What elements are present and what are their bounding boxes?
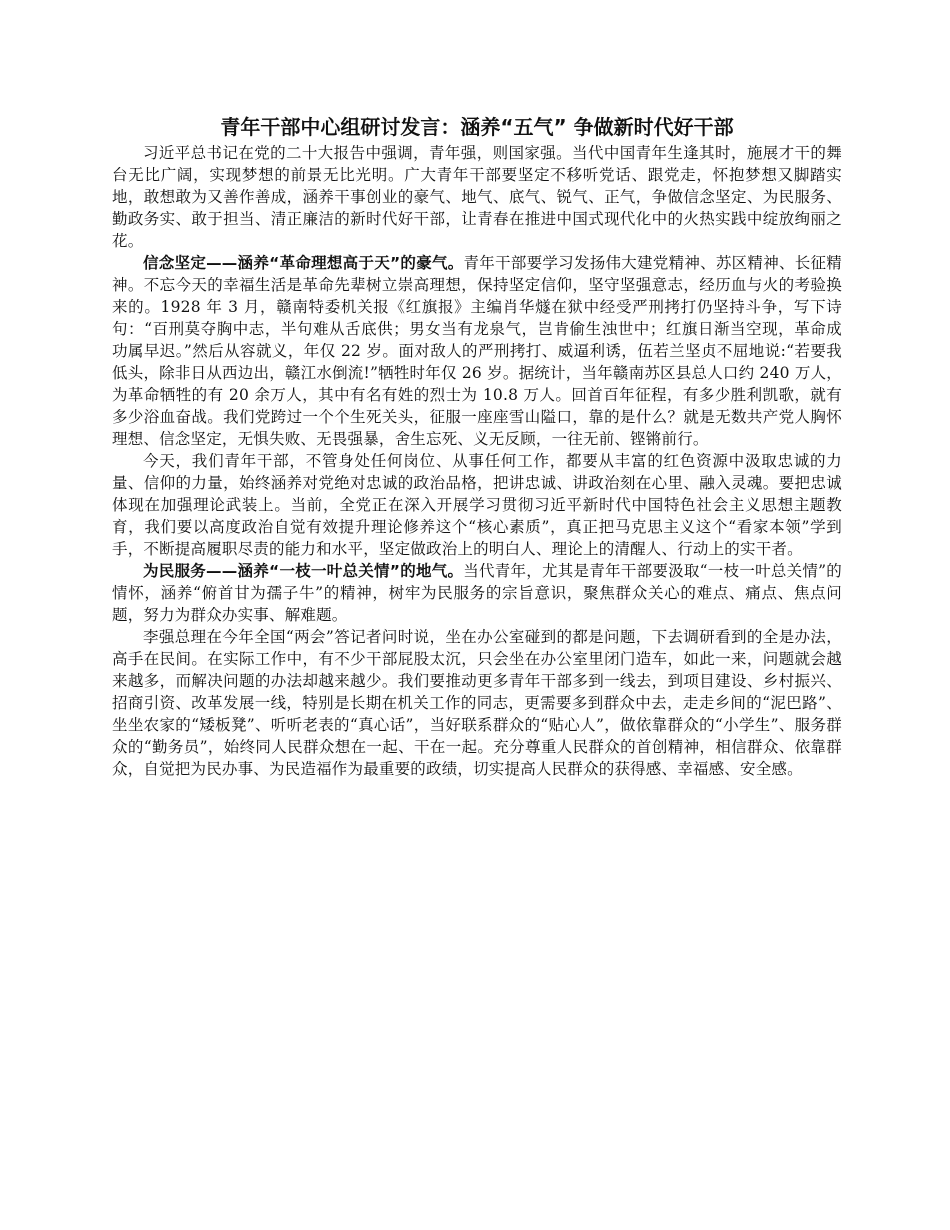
paragraph-faith [112,252,842,450]
paragraph-intro [112,142,842,252]
paragraph-service [112,560,842,626]
paragraph-today [112,450,842,560]
document-page [112,112,842,780]
paragraph-lead: 为民服务——涵养“一枝一叶总关情”的地气。 [143,562,464,580]
paragraph-premier [112,626,842,780]
paragraph-text: 当代青年，尤其是青年干部要汲取“一枝一叶总关情”的情怀，涵养“俯首甘为孺子牛”的精神，树牢为民服务的宗旨意识，聚焦群众关心的难点、痛点、焦点问题，努力为群众办实事、解难题。 [112,562,842,624]
document-title: 青年干部中心组研讨发言：涵养“五气” 争做新时代好干部 [220,115,734,139]
paragraph-text: 李强总理在今年全国“两会”答记者问时说，坐在办公室碰到的都是问题，下去调研看到的全是办法，高手在民间。在实际工作中，有不少干部屁股太沉，只会坐在办公室里闭门造车，如此一来，问题就会越来越多，而解决问题的办法却越来越少。我们要推动更多青年干部多到一线去，到项目建设、乡村振兴、招商引资、改革发展一线，特别是长期在机关工作的同志，更需要多到群众中去，走走乡间的“泥巴路”、坐坐农家的“矮板凳”、听听老表的“真心话”，当好联系群众的“贴心人”，做依靠群众的“小学生”、服务群众的“勤务员”，始终同人民群众想在一起、干在一起。充分尊重人民群众的首创精神，相信群众、依靠群众，自觉把为民办事、为民造福作为最重要的政绩，切实提高人民群众的获得感、幸福感、安全感。 [112,628,842,778]
paragraph-text: 青年干部要学习发扬伟大建党精神、苏区精神、长征精神。不忘今天的幸福生活是革命先辈树立崇高理想，保持坚定信仰，坚守坚强意志，经历血与火的考验换来的。1928 年 3 月，赣南特委机关报《红旗报》主编肖华燧在狱中经受严刑拷打仍坚持斗争，写下诗句：“百刑莫夺胸中志，半句难从舌底供；男女当有龙泉气，岂肯偷生浊世中；红旗日渐当空现，革命成功属早迟。”然后从容就义，年仅 22 岁。面对敌人的严刑拷打、威逼利诱，伍若兰坚贞不屈地说:“若要我低头，除非日从西边出，赣江水倒流!”牺牲时年仅 26 岁。据统计，当年赣南苏区县总人口约 240 万人，为革命牺牲的有 20 余万人，其中有名有姓的烈士为 10.8 万人。回首百年征程，有多少胜利凯歌，就有多少浴血奋战。我们党跨过一个个生死关头，征服一座座雪山隘口，靠的是什么？就是无数共产党人胸怀理想、信念坚定，无惧失败、无畏强暴，舍生忘死、义无反顾，一往无前、铿锵前行。 [112,254,842,448]
paragraph-text: 习近平总书记在党的二十大报告中强调，青年强，则国家强。当代中国青年生逢其时，施展才干的舞台无比广阔，实现梦想的前景无比光明。广大青年干部要坚定不移听党话、跟党走，怀抱梦想又脚踏实地，敢想敢为又善作善成，涵养干事创业的豪气、地气、底气、锐气、正气，争做信念坚定、为民服务、勤政务实、敢于担当、清正廉洁的新时代好干部，让青春在推进中国式现代化中的火热实践中绽放绚丽之花。 [112,144,842,250]
paragraph-lead: 信念坚定——涵养“革命理想高于天”的豪气。 [143,254,464,272]
paragraph-text: 今天，我们青年干部，不管身处任何岗位、从事任何工作，都要从丰富的红色资源中汲取忠诚的力量、信仰的力量，始终涵养对党绝对忠诚的政治品格，把讲忠诚、讲政治刻在心里、融入灵魂。要把忠诚体现在加强理论武装上。当前，全党正在深入开展学习贯彻习近平新时代中国特色社会主义思想主题教育，我们要以高度政治自觉有效提升理论修养这个“核心素质”，真正把马克思主义这个“看家本领”学到手，不断提高履职尽责的能力和水平，坚定做政治上的明白人、理论上的清醒人、行动上的实干者。 [112,452,842,558]
